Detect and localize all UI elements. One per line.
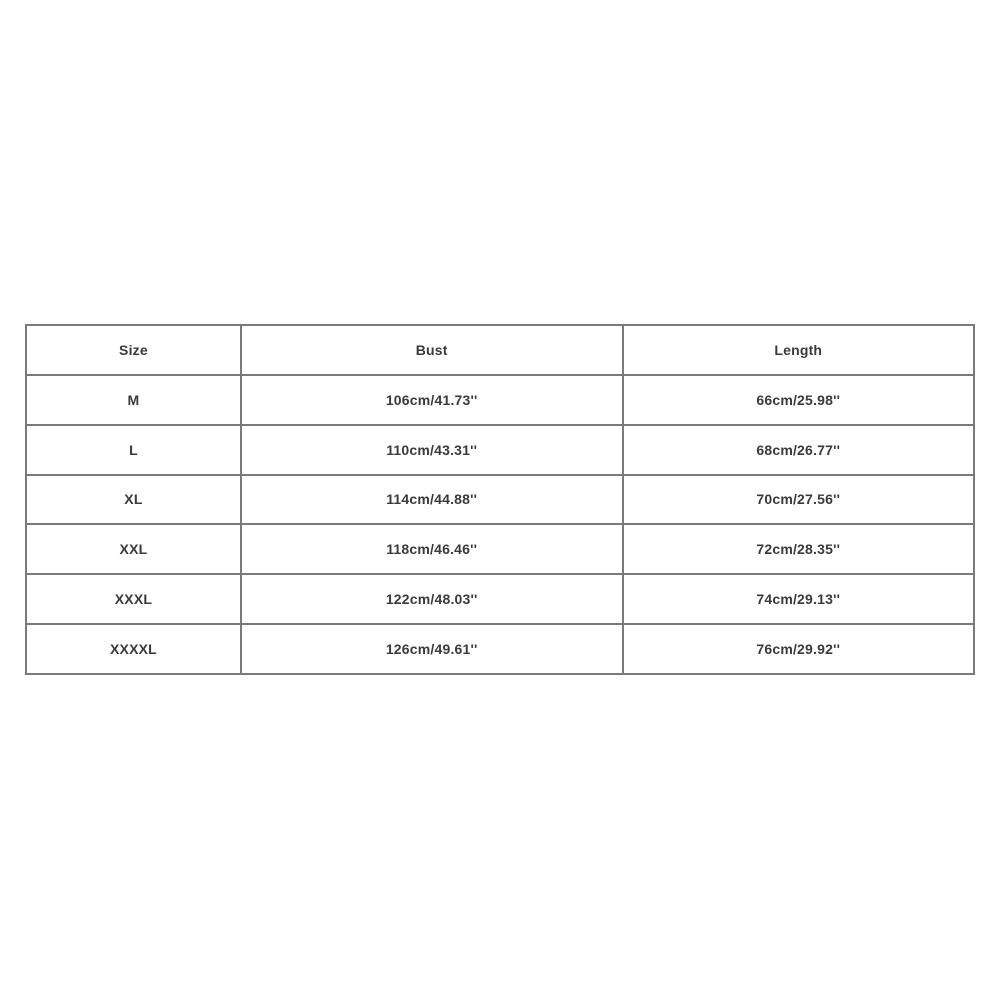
table-row [26,574,974,624]
bust-cell: 106cm/41.73'' [241,375,623,425]
table-row [26,624,974,674]
table-row [26,425,974,475]
length-cell: 76cm/29.92'' [623,624,974,674]
length-cell: 66cm/25.98'' [623,375,974,425]
length-cell: 74cm/29.13'' [623,574,974,624]
length-cell: 72cm/28.35'' [623,524,974,574]
bust-cell: 114cm/44.88'' [241,475,623,525]
size-cell: XL [26,475,241,525]
header-bust: Bust [241,325,623,375]
size-cell: L [26,425,241,475]
size-cell: XXL [26,524,241,574]
bust-cell: 122cm/48.03'' [241,574,623,624]
header-size: Size [26,325,241,375]
table-header-row [26,325,974,375]
size-cell: M [26,375,241,425]
header-length: Length [623,325,974,375]
length-cell: 70cm/27.56'' [623,475,974,525]
table-row [26,475,974,525]
length-cell: 68cm/26.77'' [623,425,974,475]
size-chart-table [25,324,975,675]
table-row [26,375,974,425]
bust-cell: 126cm/49.61'' [241,624,623,674]
bust-cell: 118cm/46.46'' [241,524,623,574]
size-cell: XXXL [26,574,241,624]
bust-cell: 110cm/43.31'' [241,425,623,475]
size-cell: XXXXL [26,624,241,674]
table-row [26,524,974,574]
